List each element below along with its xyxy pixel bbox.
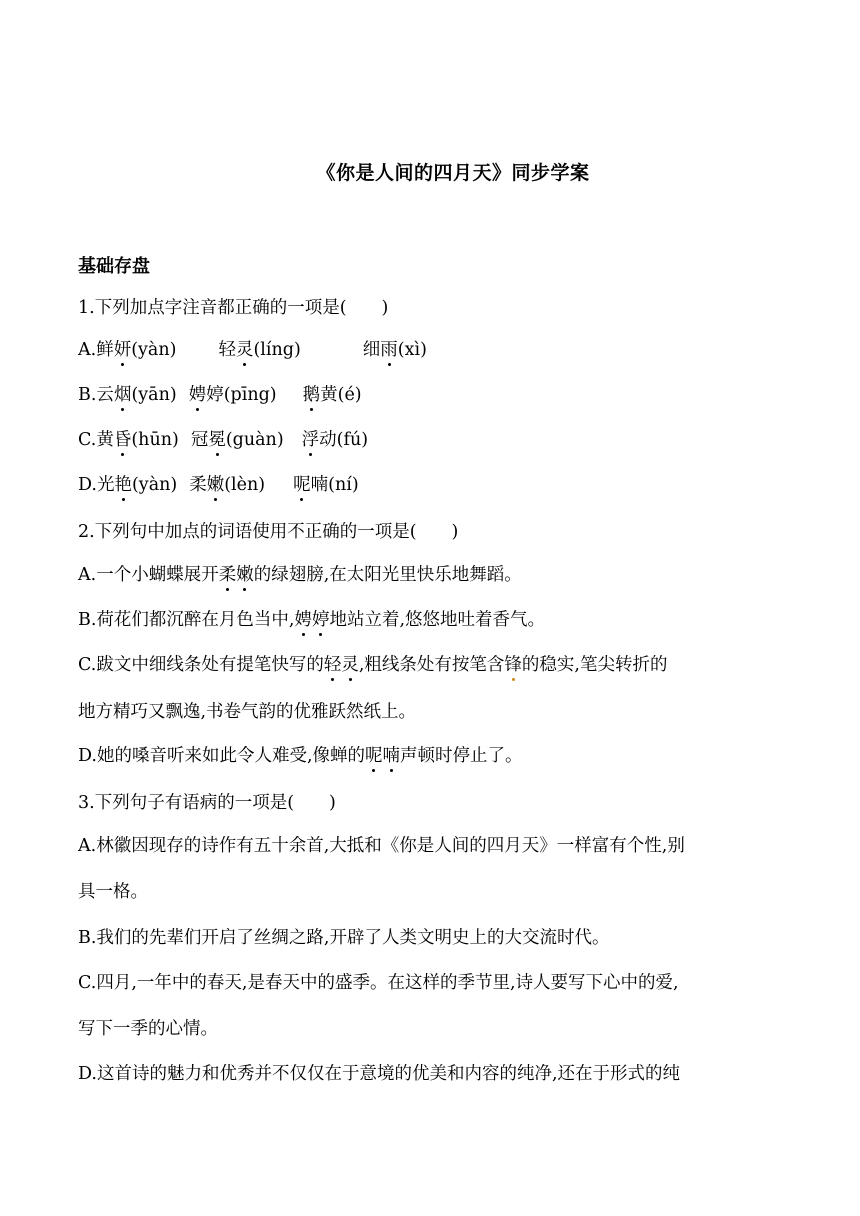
- option-text: C.黄: [78, 430, 114, 450]
- dotted-char: 喃: [382, 746, 401, 766]
- option-text: D.光: [78, 475, 115, 495]
- dotted-char: 艳: [114, 475, 132, 495]
- pinyin: (fú): [336, 430, 369, 450]
- option-text: 婷: [206, 385, 224, 405]
- dotted-char: 娉: [294, 610, 312, 630]
- dotted-char: 雨: [380, 340, 398, 360]
- option-text: ,粗线条处有按笔含: [358, 655, 505, 675]
- dotted-char: 灵: [341, 655, 359, 675]
- option-text: 柔: [189, 475, 207, 495]
- dotted-char: 嫩: [236, 565, 254, 585]
- pinyin: (hūn): [131, 430, 179, 450]
- question-3-option-a-line1: A.林徽因现存的诗作有五十余首,大抵和《你是人间的四月天》一样富有个性,别: [78, 836, 685, 856]
- section-heading: 基础存盘: [78, 256, 150, 277]
- dotted-char: 鹅: [302, 385, 321, 405]
- pinyin: (pīng): [223, 385, 277, 405]
- dotted-char: 妍: [113, 340, 132, 360]
- option-text: D.她的嗓音听来如此令人难受,像蝉的: [78, 746, 366, 766]
- option-text: A.鲜: [78, 340, 114, 360]
- option-text: B.荷花们都沉醉在月色当中,: [78, 610, 295, 630]
- option-text: B.云: [78, 385, 114, 405]
- question-3-stem: 3.下列句子有语病的一项是( ): [78, 793, 336, 813]
- option-text: A.一个小蝴蝶展开: [78, 565, 219, 585]
- question-2-stem: 2.下列句中加点的词语使用不正确的一项是( ): [78, 522, 459, 542]
- dotted-char: 娉: [188, 385, 207, 405]
- question-1-option-c: [78, 428, 368, 452]
- option-text: 地站立着,悠悠地吐着香气。: [329, 610, 546, 630]
- option-text: 黄: [320, 385, 338, 405]
- option-text: 冠: [190, 430, 209, 450]
- option-text: 的稳实,笔尖转折的: [521, 655, 668, 675]
- question-2-option-b: [78, 608, 545, 632]
- dotted-char: 轻: [323, 655, 342, 675]
- option-text: C.跋文中细线条处有提笔快写的: [78, 655, 324, 675]
- pinyin: (guàn): [225, 430, 284, 450]
- question-2-option-a: [78, 563, 522, 587]
- dotted-char: 浮: [301, 430, 320, 450]
- option-text: 动: [319, 430, 337, 450]
- option-text: 轻: [218, 340, 236, 360]
- question-3-option-c-line1: C.四月,一年中的春天,是春天中的盛季。在这样的季节里,诗人要写下心中的爱,: [78, 973, 679, 993]
- dotted-char: 锋: [504, 655, 522, 675]
- question-3-option-a-line2: 具一格。: [78, 882, 148, 902]
- dotted-char: 呢: [365, 746, 383, 766]
- dotted-char: 冕: [208, 430, 226, 450]
- dotted-char: 呢: [293, 475, 311, 495]
- dotted-char: 昏: [113, 430, 132, 450]
- pinyin: (yān): [131, 385, 177, 405]
- option-text: 细: [362, 340, 381, 360]
- document-title: 《你是人间的四月天》同步学案: [316, 162, 590, 184]
- pinyin: (lèn): [224, 475, 266, 495]
- pinyin: (é): [337, 385, 362, 405]
- question-3-option-c-line2: 写下一季的心情。: [78, 1019, 218, 1039]
- question-1-option-b: [78, 383, 362, 407]
- dotted-char: 嫩: [206, 475, 225, 495]
- option-text: 喃: [310, 475, 329, 495]
- question-2-option-c-line2: 地方精巧又飘逸,书卷气韵的优雅跃然纸上。: [78, 702, 417, 722]
- pinyin: (yàn): [131, 475, 178, 495]
- question-1-option-d: [78, 473, 359, 497]
- pinyin: (líng): [253, 340, 301, 360]
- dotted-char: 灵: [235, 340, 254, 360]
- question-2-option-c-line1: [78, 653, 667, 677]
- pinyin: (ní): [328, 475, 359, 495]
- option-text: 的绿翅膀,在太阳光里快乐地舞蹈。: [253, 565, 522, 585]
- pinyin: (yàn): [131, 340, 177, 360]
- dotted-char: 烟: [113, 385, 132, 405]
- dotted-char: 婷: [312, 610, 330, 630]
- question-2-option-d: [78, 744, 523, 768]
- question-1-option-a: [78, 338, 427, 362]
- pinyin: (xì): [397, 340, 427, 360]
- question-3-option-d-line1: D.这首诗的魅力和优秀并不仅仅在于意境的优美和内容的纯净,还在于形式的纯: [78, 1064, 681, 1084]
- question-1-stem: 1.下列加点字注音都正确的一项是( ): [78, 298, 389, 318]
- dotted-char: 柔: [218, 565, 237, 585]
- question-3-option-b: B.我们的先辈们开启了丝绸之路,开辟了人类文明史上的大交流时代。: [78, 928, 610, 948]
- option-text: 声顿时停止了。: [400, 746, 523, 766]
